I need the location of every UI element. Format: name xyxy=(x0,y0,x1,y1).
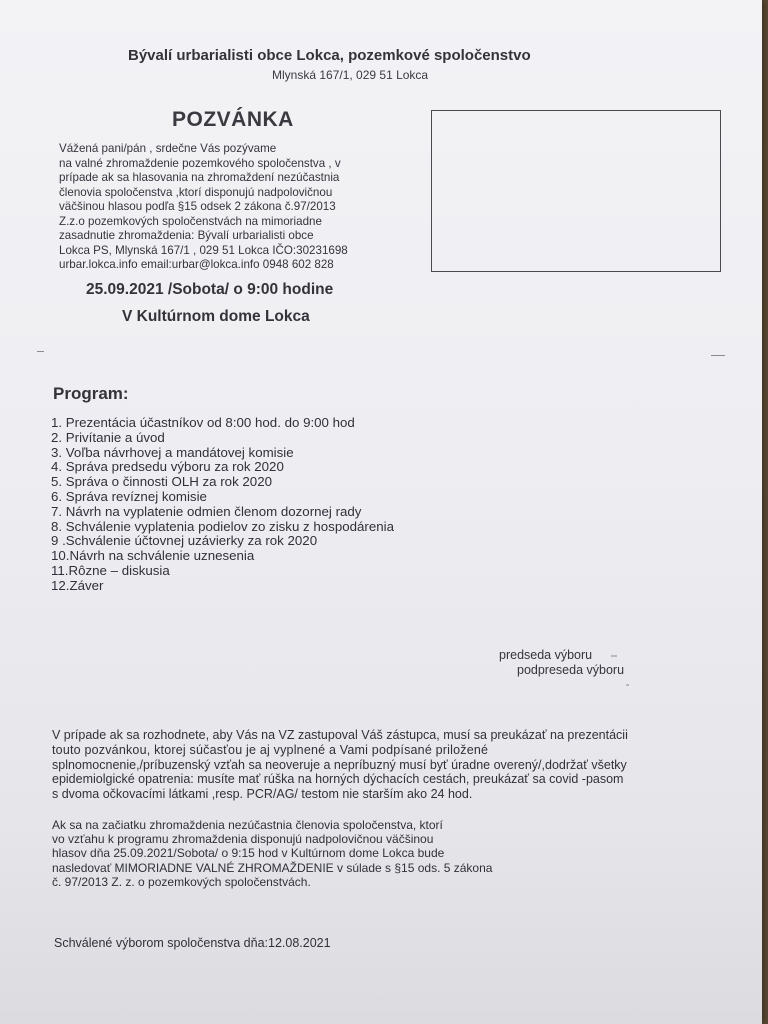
vice-chair-signature-label: podpreseda výboru xyxy=(517,663,625,677)
intro-paragraph xyxy=(59,142,348,273)
extraordinary-line: č. 97/2013 Z. z. o pozemkových spoločenstvách. xyxy=(52,874,311,889)
program-list xyxy=(51,416,394,594)
extraordinary-line: hlasov dňa 25.09.2021/Sobota/ o 9:15 hod v Kultúrnom dome Lokca bude xyxy=(52,846,445,861)
extraordinary-meeting-notice xyxy=(52,818,492,889)
extraordinary-line: vo vzťahu k programu zhromaždenia disponujú nadpolovičnou väčšinou xyxy=(52,832,434,847)
program-item: 8. Schválenie vyplatenia podielov zo zisku z hospodárenia xyxy=(51,518,394,534)
fold-mark xyxy=(37,351,44,352)
intro-line: prípade ak sa hlasovania na zhromaždení nezúčastnia xyxy=(59,171,340,184)
notice-line: V prípade ak sa rozhodnete, aby Vás na VZ zastupoval Váš zástupca, musí sa preukázať na prezentácii xyxy=(52,728,628,742)
program-item: 3. Voľba návrhovej a mandátovej komisie xyxy=(51,444,294,460)
intro-line: na valné zhromaždenie pozemkového spoločenstva , v xyxy=(59,156,341,170)
notice-line: epidemiolgické opatrenia: musíte mať rúška na horných dýchacích cestách, preukázať sa covid -pasom xyxy=(52,772,624,787)
program-item: 2. Privítanie a úvod xyxy=(51,429,165,445)
program-heading: Program: xyxy=(53,384,129,403)
event-place: V Kultúrnom dome Lokca xyxy=(122,308,310,325)
intro-line: členovia spoločenstva ,ktorí disponujú nadpolovičnou xyxy=(59,185,333,199)
program-item: 5. Správa o činnosti OLH za rok 2020 xyxy=(51,474,272,490)
ink-mark xyxy=(626,684,629,686)
extraordinary-line: nasledovať MIMORIADNE VALNÉ ZHROMAŽDENIE v súlade s §15 ods. 5 zákona xyxy=(52,860,493,875)
program-item: 7. Návrh na vyplatenie odmien členom dozornej rady xyxy=(51,503,362,519)
notice-line: s dvoma očkovacími látkami ,resp. PCR/AG/ testom nie starším ako 24 hod. xyxy=(52,787,473,802)
intro-line: zasadnutie zhromaždenia: Bývalí urbarialisti obce xyxy=(59,229,314,242)
program-item: 4. Správa predsedu výboru za rok 2020 xyxy=(51,459,284,475)
program-item: 1. Prezentácia účastníkov od 8:00 hod. do 9:00 hod xyxy=(51,415,355,430)
organization-address: Mlynská 167/1, 029 51 Lokca xyxy=(272,68,429,82)
document-title: POZVÁNKA xyxy=(172,108,294,131)
program-item: 10.Návrh na schválenie uznesenia xyxy=(51,548,255,564)
extraordinary-line: Ak sa na začiatku zhromaždenia nezúčastnia členovia spoločenstva, ktorí xyxy=(52,818,443,832)
chair-signature-label: predseda výboru xyxy=(499,648,593,662)
approval-date: Schválené výborom spoločenstva dňa:12.08.2021 xyxy=(54,936,331,950)
intro-line: Z.z.o pozemkových spoločenstvách na mimoriadne xyxy=(59,214,322,228)
program-item: 12.Záver xyxy=(51,577,104,593)
event-date: 25.09.2021 /Sobota/ o 9:00 hodine xyxy=(86,281,334,298)
notice-line: touto pozvánkou, ktorej súčasťou je aj vyplnené a Vami podpísané priložené xyxy=(52,742,489,757)
notice-line: splnomocnenie,/príbuzenský vzťah sa neoveruje a nepríbuzný musí byť úradne overený/,dodržať všetky xyxy=(52,757,627,772)
ink-mark xyxy=(611,655,617,657)
address-box xyxy=(431,110,721,272)
organization-name: Bývalí urbarialisti obce Lokca, pozemkové spoločenstvo xyxy=(128,47,531,64)
intro-line: Vážená pani/pán , srdečne Vás pozývame xyxy=(59,142,277,155)
intro-line: väčšinou hlasou podľa §15 odsek 2 zákona č.97/2013 xyxy=(59,200,336,213)
fold-mark xyxy=(711,355,725,356)
intro-line: Lokca PS, Mlynská 167/1 , 029 51 Lokca IČO:30231698 xyxy=(59,243,348,257)
intro-line: urbar.lokca.info email:urbar@lokca.info 0948 602 828 xyxy=(59,258,334,271)
proxy-notice xyxy=(52,728,720,802)
program-item: 11.Rôzne – diskusia xyxy=(51,562,170,578)
program-item: 9 .Schválenie účtovnej uzávierky za rok 2020 xyxy=(51,533,318,549)
program-item: 6. Správa revíznej komisie xyxy=(51,488,207,504)
